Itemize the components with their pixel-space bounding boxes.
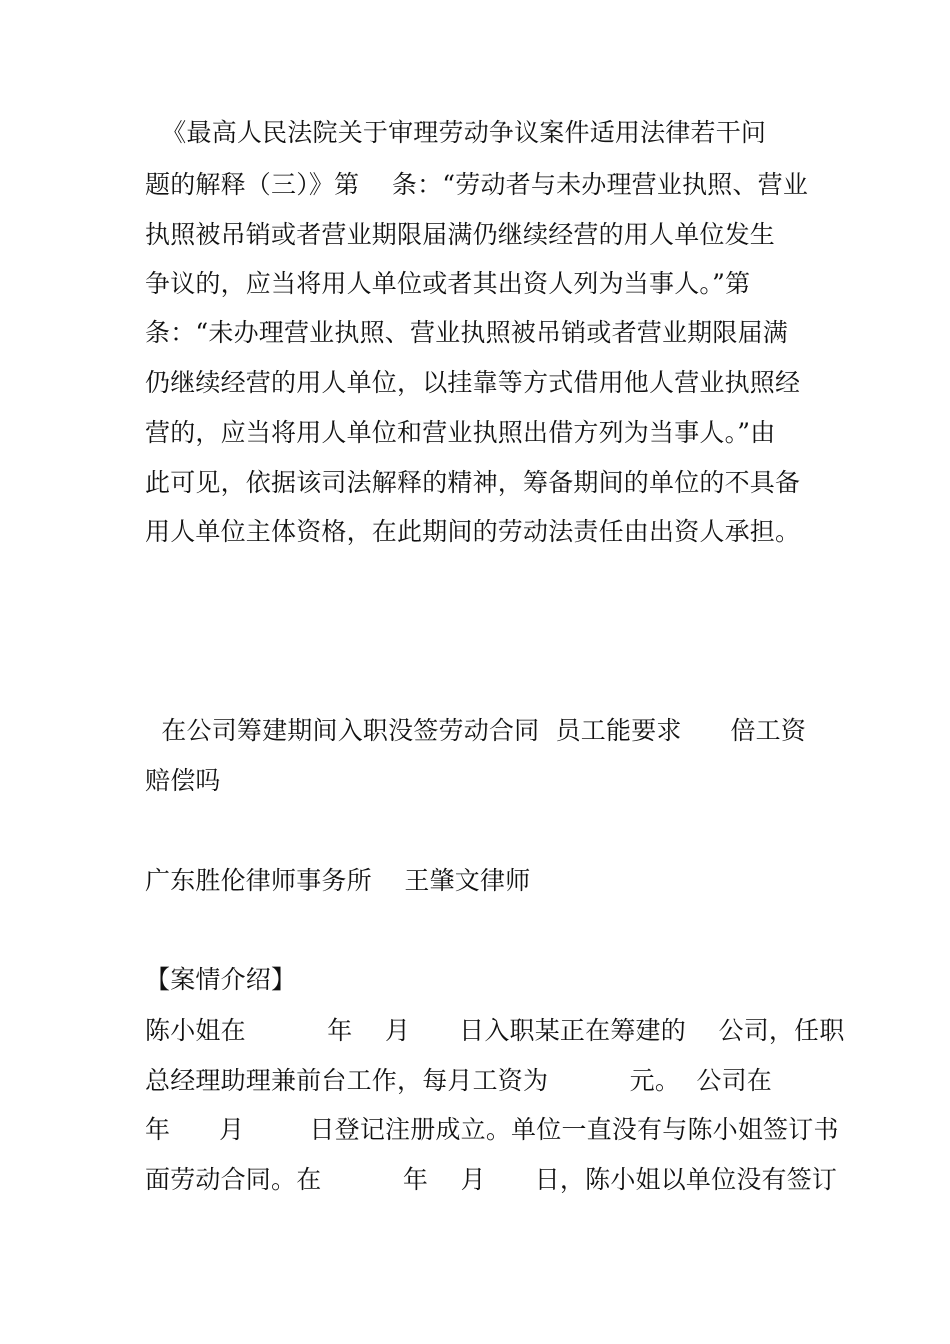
- section-heading: 【案情介绍】: [145, 965, 297, 994]
- paragraph-line: 题的解释（三）》第 条：“劳动者与未办理营业执照、营业: [145, 170, 809, 199]
- paragraph-line: 条：“未办理营业执照、营业执照被吊销或者营业期限届满: [145, 318, 788, 347]
- paragraph-line: 执照被吊销或者营业期限届满仍继续经营的用人单位发生: [145, 220, 776, 249]
- case-line: 总经理助理兼前台工作，每月工资为 元。 公司在: [145, 1066, 772, 1095]
- paragraph-line: 营的，应当将用人单位和营业执照出借方列为当事人。”由: [145, 418, 776, 447]
- paragraph-line: 此可见，依据该司法解释的精神，筹备期间的单位的不具备: [145, 468, 801, 497]
- paragraph-line: 争议的，应当将用人单位或者其出资人列为当事人。”第: [145, 269, 751, 298]
- paragraph-line: 《最高人民法院关于审理劳动争议案件适用法律若干问: [145, 118, 767, 147]
- paragraph-line: 仍继续经营的用人单位，以挂靠等方式借用他人营业执照经: [145, 368, 801, 397]
- case-line: 陈小姐在 年 月 日入职某正在筹建的 公司，任职: [145, 1016, 845, 1045]
- case-line: 年 月 日登记注册成立。单位一直没有与陈小姐签订书: [145, 1115, 839, 1144]
- paragraph-line: 用人单位主体资格，在此期间的劳动法责任由出资人承担。: [145, 517, 801, 546]
- case-line: 面劳动合同。在 年 月 日，陈小姐以单位没有签订: [145, 1165, 838, 1194]
- article-title-line: 赔偿吗: [145, 766, 221, 795]
- article-title-line: 在公司筹建期间入职没签劳动合同 员工能要求 倍工资: [145, 716, 807, 745]
- author-line: 广东胜伦律师事务所 王肇文律师: [145, 866, 531, 895]
